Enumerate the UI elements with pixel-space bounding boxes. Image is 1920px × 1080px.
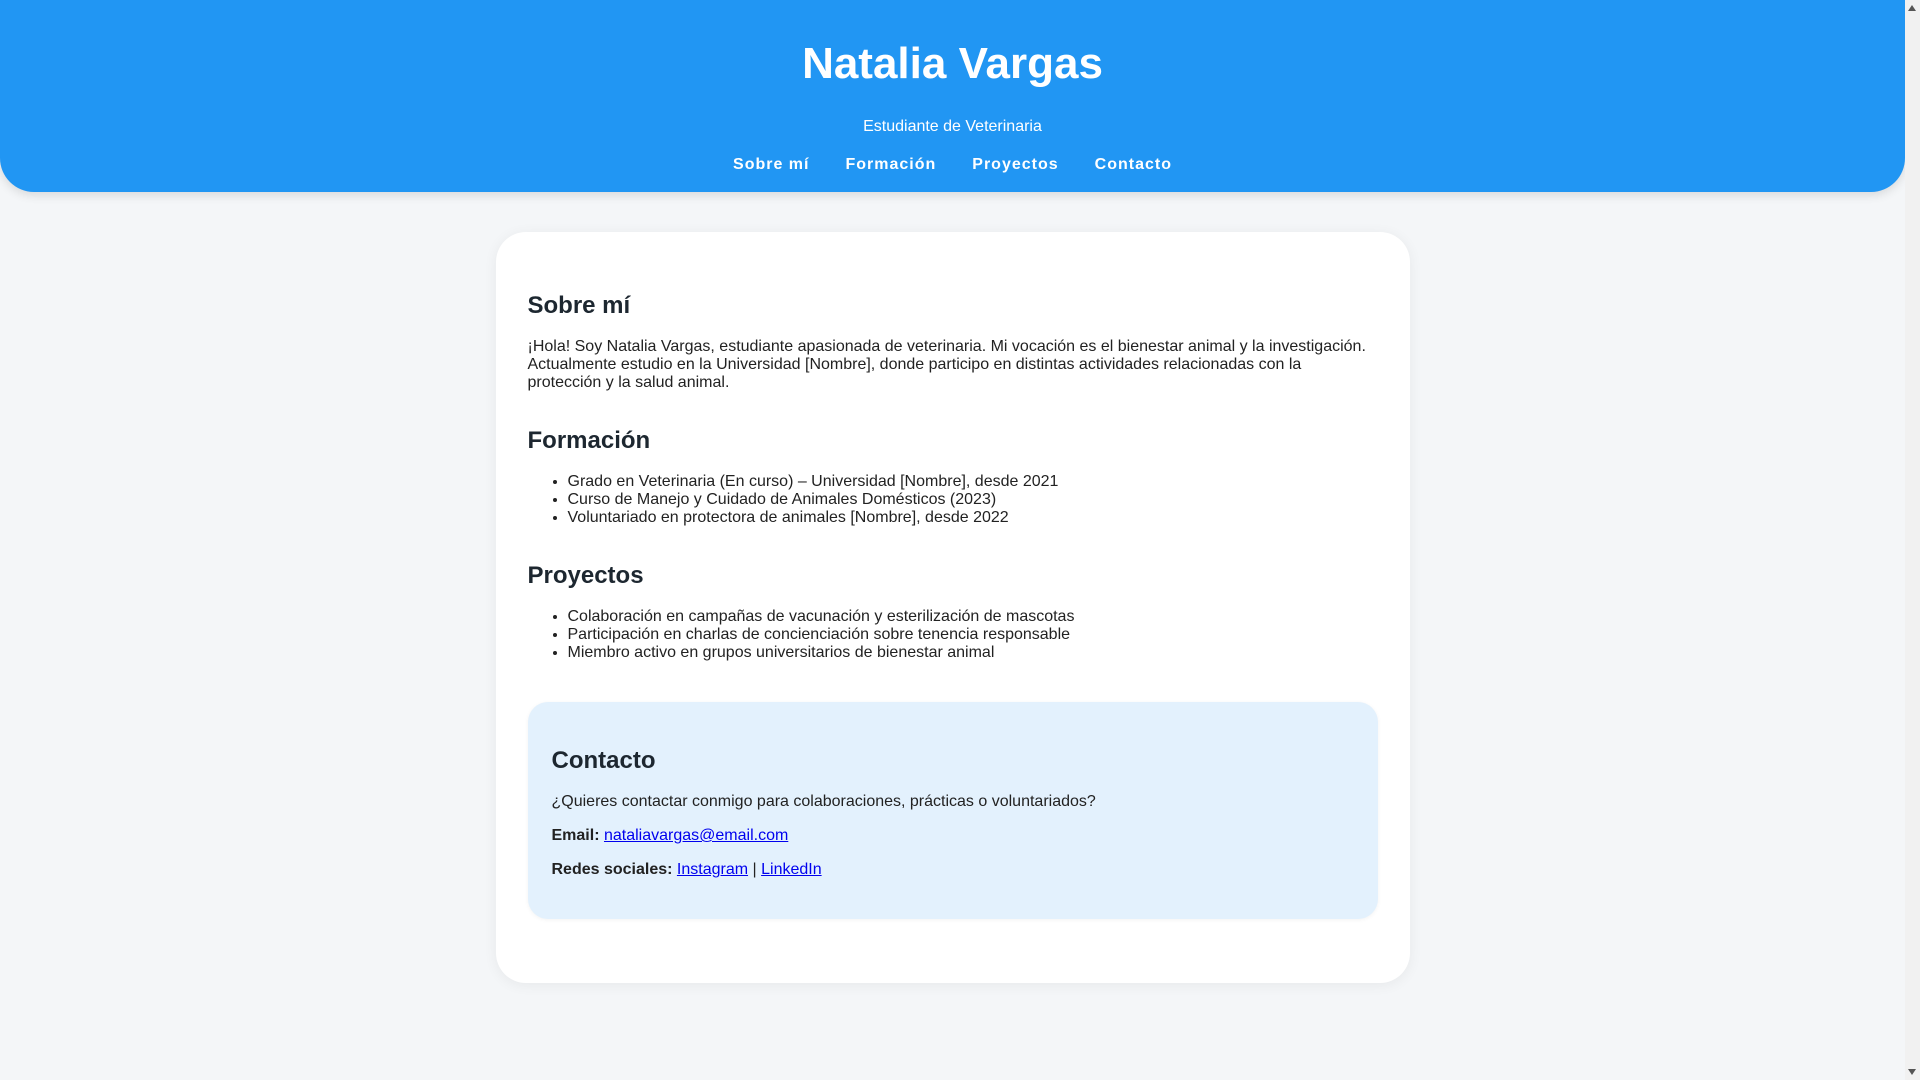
contact-email-row [552, 827, 1354, 845]
contact-section [528, 702, 1378, 919]
projects-heading: Proyectos [527, 562, 644, 589]
about-heading: Sobre mí [527, 292, 631, 319]
scroll-up-arrow-icon[interactable] [1908, 5, 1916, 11]
linkedin-link[interactable]: LinkedIn [761, 861, 822, 878]
scroll-down-arrow-icon[interactable] [1908, 1069, 1916, 1075]
projects-list [528, 608, 1378, 662]
list-item: • Participación en charlas de concienciación sobre tenencia responsable [568, 626, 1378, 644]
contact-heading: Contacto [551, 747, 656, 774]
instagram-link[interactable]: Instagram [676, 861, 749, 878]
email-label: Email: [551, 827, 600, 844]
page-title: Natalia Vargas [802, 39, 1103, 88]
social-separator: | [752, 861, 757, 878]
nav-link-formacion[interactable]: Formación [845, 156, 937, 173]
contact-social-row [552, 861, 1354, 879]
site-header [0, 0, 1905, 192]
page-subtitle: Estudiante de Veterinaria [863, 118, 1042, 135]
projects-section [528, 562, 1378, 662]
contact-intro: ¿Quieres contactar conmigo para colaboraciones, prácticas o voluntariados? [551, 793, 1096, 810]
social-label: Redes sociales: [551, 861, 673, 878]
about-text: ¡Hola! Soy Natalia Vargas, estudiante apasionada de veterinaria. Mi vocación es el bienestar animal y la investigación. Actualmente estudio en la Universidad [Nombre], donde participo en distintas actividades relacionadas con la protección y la salud animal. [527, 338, 1366, 391]
nav-link-contacto[interactable]: Contacto [1094, 156, 1172, 173]
nav-link-sobre-mi[interactable]: Sobre mí [733, 156, 810, 173]
about-section [528, 292, 1378, 392]
list-item: • Curso de Manejo y Cuidado de Animales Domésticos (2023) [568, 491, 1378, 509]
content-card [496, 232, 1410, 983]
vertical-scrollbar[interactable] [1905, 0, 1920, 1080]
education-list [528, 473, 1378, 527]
email-link[interactable]: nataliavargas@email.com [603, 827, 789, 844]
list-item: • Voluntariado en protectora de animales [Nombre], desde 2022 [568, 509, 1378, 527]
education-section [528, 427, 1378, 527]
list-item: • Miembro activo en grupos universitarios de bienestar animal [568, 644, 1378, 662]
list-item: • Colaboración en campañas de vacunación y esterilización de mascotas [568, 608, 1378, 626]
main-nav [0, 156, 1905, 174]
nav-link-proyectos[interactable]: Proyectos [972, 156, 1059, 173]
education-heading: Formación [527, 427, 651, 454]
list-item: • Grado en Veterinaria (En curso) – Universidad [Nombre], desde 2021 [568, 473, 1378, 491]
